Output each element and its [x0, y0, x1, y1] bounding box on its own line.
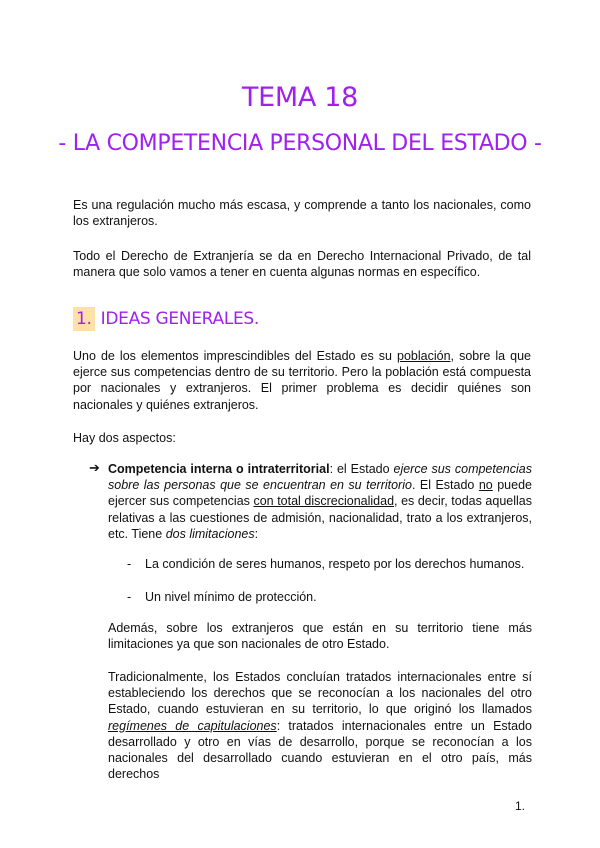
- page-number: 1.: [515, 799, 526, 813]
- page-subtitle: - LA COMPETENCIA PERSONAL DEL ESTADO -: [58, 131, 542, 156]
- section-paragraph-1: Uno de los elementos imprescindibles del Estado es su población, sobre la que ejerce sus competencias dentro de su territorio. Pero la población está compuesta por nacionales y extranjeros. El primer problema es decidir quiénes son nacionales y quiénes extranjeros.: [73, 349, 532, 412]
- bullet-bold-term: Competencia interna o intraterritorial: [108, 462, 330, 476]
- section-paragraph-3: Además, sobre los extranjeros que están en su territorio tiene más limitaciones ya que son nacionales de otro Estado.: [108, 621, 532, 652]
- bullet-item: Competencia interna o intraterritorial: el Estado ejerce sus competencias sobre las personas que se encuentran en su territorio. El Estado no puede ejercer sus competencias con total discrecionalidad, es decir, todas aquellas relativas a las cuestiones de admisión, nacionalidad, trato a los extranjeros, etc. Tiene dos limitaciones:: [108, 462, 532, 541]
- intro-paragraph-1: Es una regulación mucho más escasa, y comprende a tanto los nacionales, como los extranjeros.: [73, 198, 531, 229]
- limitation-item: - Un nivel mínimo de protección.: [127, 590, 317, 604]
- underlined-term: población: [397, 349, 451, 363]
- arrow-bullet-icon: ➔: [89, 460, 100, 475]
- intro-paragraph-2: Todo el Derecho de Extranjería se da en Derecho Internacional Privado, de tal manera que solo vamos a tener en cuenta algunas normas en específico.: [73, 249, 531, 280]
- underlined-italic-term: regímenes de capitulaciones: [108, 718, 277, 733]
- section-heading-text: IDEAS GENERALES.: [100, 309, 260, 329]
- section-paragraph-2: Hay dos aspectos:: [73, 431, 176, 445]
- page-title: TEMA 18: [241, 82, 359, 113]
- section-paragraph-4: Tradicionalmente, los Estados concluían tratados internacionales entre sí estableciendo los derechos que se reconocían a los nacionales del otro Estado, cuando estuvieran en su territorio, lo que originó los llamados regímenes de capitulaciones: tratados internacionales entre un Estado desarrollado y otro en vías de desarrollo, porque se reconocían a los nacionales del desarrollado cuando estuvieran en el otro país, más derechos: [108, 670, 532, 782]
- limitation-item: - La condición de seres humanos, respeto por los derechos humanos.: [127, 557, 525, 571]
- section-heading: [73, 309, 259, 329]
- section-number: 1.: [73, 307, 95, 331]
